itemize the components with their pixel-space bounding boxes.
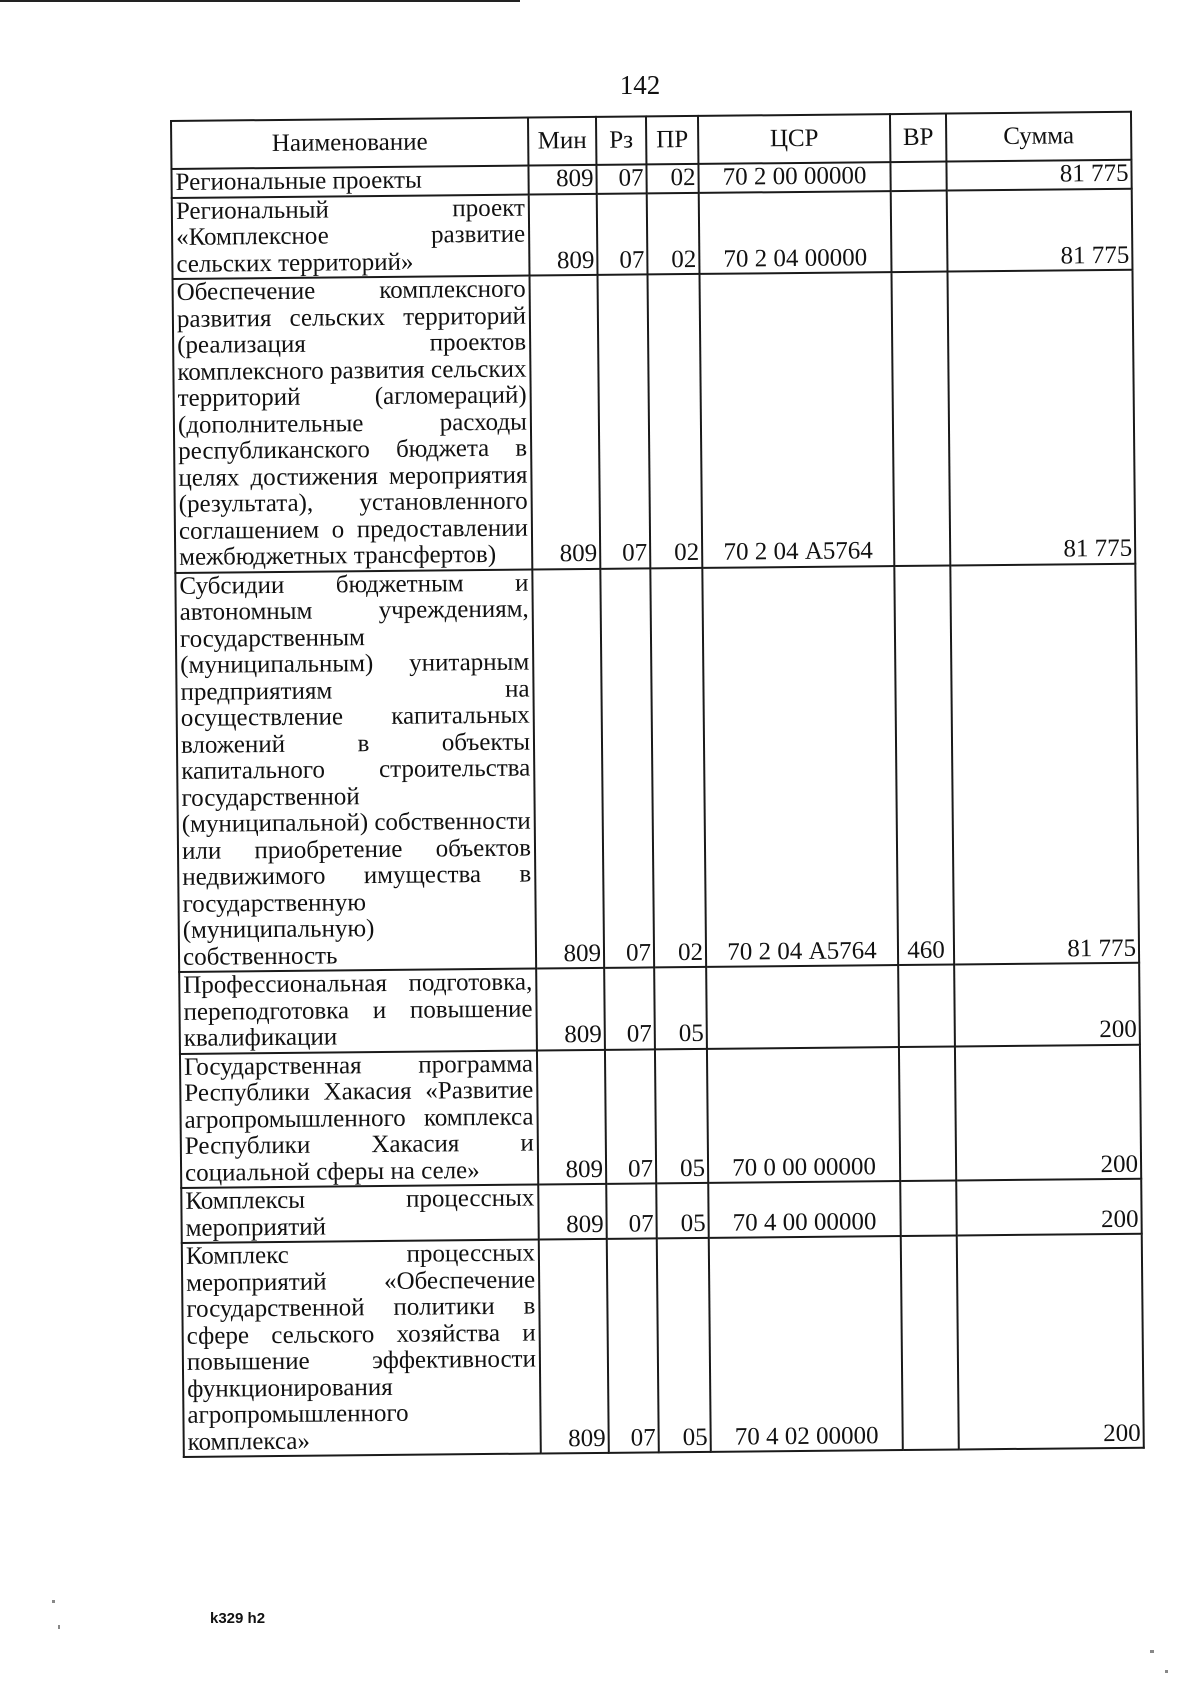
row-vr [898,965,955,1047]
row-name: Государственная программа Республики Хакасия «Развитие агропромышленного комплекса Республики Хакасия и социальной сферы на селе» [180,1050,538,1188]
scan-artifact [1150,1650,1154,1653]
row-csr: 70 2 00 00000 [698,162,890,192]
row-name: Региональные проекты [171,166,528,198]
table-row [179,963,1140,1054]
table-row [172,188,1133,279]
row-sum: 200 [956,1179,1142,1236]
table-row [181,1179,1141,1243]
row-sum: 200 [955,1044,1141,1180]
row-vr [891,272,950,566]
row-min: 809 [538,1184,607,1240]
row-pr: 02 [648,274,703,568]
row-pr: 05 [654,967,707,1049]
row-vr: 460 [894,565,954,965]
row-rz: 07 [604,967,655,1049]
page-number: 142 [619,70,661,100]
row-rz: 07 [596,164,646,193]
row-pr: 02 [650,567,706,967]
table-row [175,563,1139,972]
header-min: Мин [528,117,596,166]
row-vr [901,1235,959,1450]
footer-code: k329 h2 [210,1610,266,1627]
row-csr: 70 4 02 00000 [709,1236,903,1452]
row-rz: 07 [597,193,648,275]
header-name: Наименование [171,118,528,169]
row-name: Региональный проект «Комплексное развитие сельских территорий» [172,194,530,279]
row-min: 809 [539,1239,609,1454]
scan-artifact [58,1625,60,1629]
table-row [182,1234,1144,1457]
row-min: 809 [528,165,596,194]
header-vr: ВР [890,114,946,163]
row-rz: 07 [605,1049,656,1184]
header-pr: ПР [646,116,698,164]
scan-top-edge [0,0,520,2]
row-sum: 81 775 [947,270,1135,565]
row-sum: 200 [957,1234,1144,1450]
row-name: Субсидии бюджетным и автономным учреждениям, государственным (муниципальным) унитарным предприятиям на осуществление капитальных вложений в объекты капитального строительства государственной (муниципальной) собственности или приобретение объектов недвижимого имущества в государственную (муниципальную) собственность [175,569,536,972]
row-sum: 200 [954,963,1140,1046]
row-pr: 05 [656,1183,709,1238]
scan-artifact [1165,1670,1168,1673]
row-min: 809 [530,275,601,569]
row-vr [890,162,946,191]
row-name: Комплексы процессных мероприятий [181,1185,539,1243]
row-pr: 02 [646,164,698,193]
row-sum: 81 775 [950,563,1139,964]
row-name: Обеспечение комплексного развития сельских территорий (реализация проектов комплексного развития сельских территорий (агломераций) (дополнительные расходы республиканского бюджета в целях достижения мероприятия (результата), установленного соглашением о предоставлении межбюджетных трансфертов) [173,276,533,573]
row-min: 809 [537,1049,606,1184]
row-csr: 70 2 04 А5764 [702,566,898,967]
header-csr: ЦСР [698,114,890,164]
row-pr: 05 [657,1238,711,1452]
row-rz: 07 [606,1183,657,1238]
row-csr: 70 4 00 00000 [708,1181,901,1238]
budget-table [170,111,1145,1458]
header-sum: Сумма [946,112,1131,162]
header-rz: Рз [596,116,646,164]
row-rz: 07 [607,1238,659,1452]
table-row [180,1044,1141,1188]
row-name: Профессиональная подготовка, переподготовка и повышение квалификации [179,969,537,1054]
row-pr: 02 [647,192,700,274]
row-rz: 07 [598,274,651,568]
row-vr [899,1046,956,1181]
table-row [173,270,1136,573]
row-csr: 70 0 00 00000 [707,1047,900,1183]
scan-artifact [52,1600,55,1603]
row-sum: 81 775 [947,188,1133,271]
row-csr: 70 2 04 00000 [699,191,892,274]
row-sum: 81 775 [946,160,1131,190]
row-rz: 07 [600,568,654,968]
row-min: 809 [532,568,604,968]
row-csr [706,965,899,1048]
row-min: 809 [529,193,598,275]
row-csr: 70 2 04 А5764 [700,272,895,567]
row-vr [891,190,948,272]
row-min: 809 [536,968,605,1050]
row-pr: 05 [655,1048,708,1183]
row-vr [900,1181,957,1237]
row-name: Комплекс процессных мероприятий «Обеспечение государственной политики в сфере сельского хозяйства и повышение эффективности функционирования агропромышленного комплекса» [182,1240,541,1457]
